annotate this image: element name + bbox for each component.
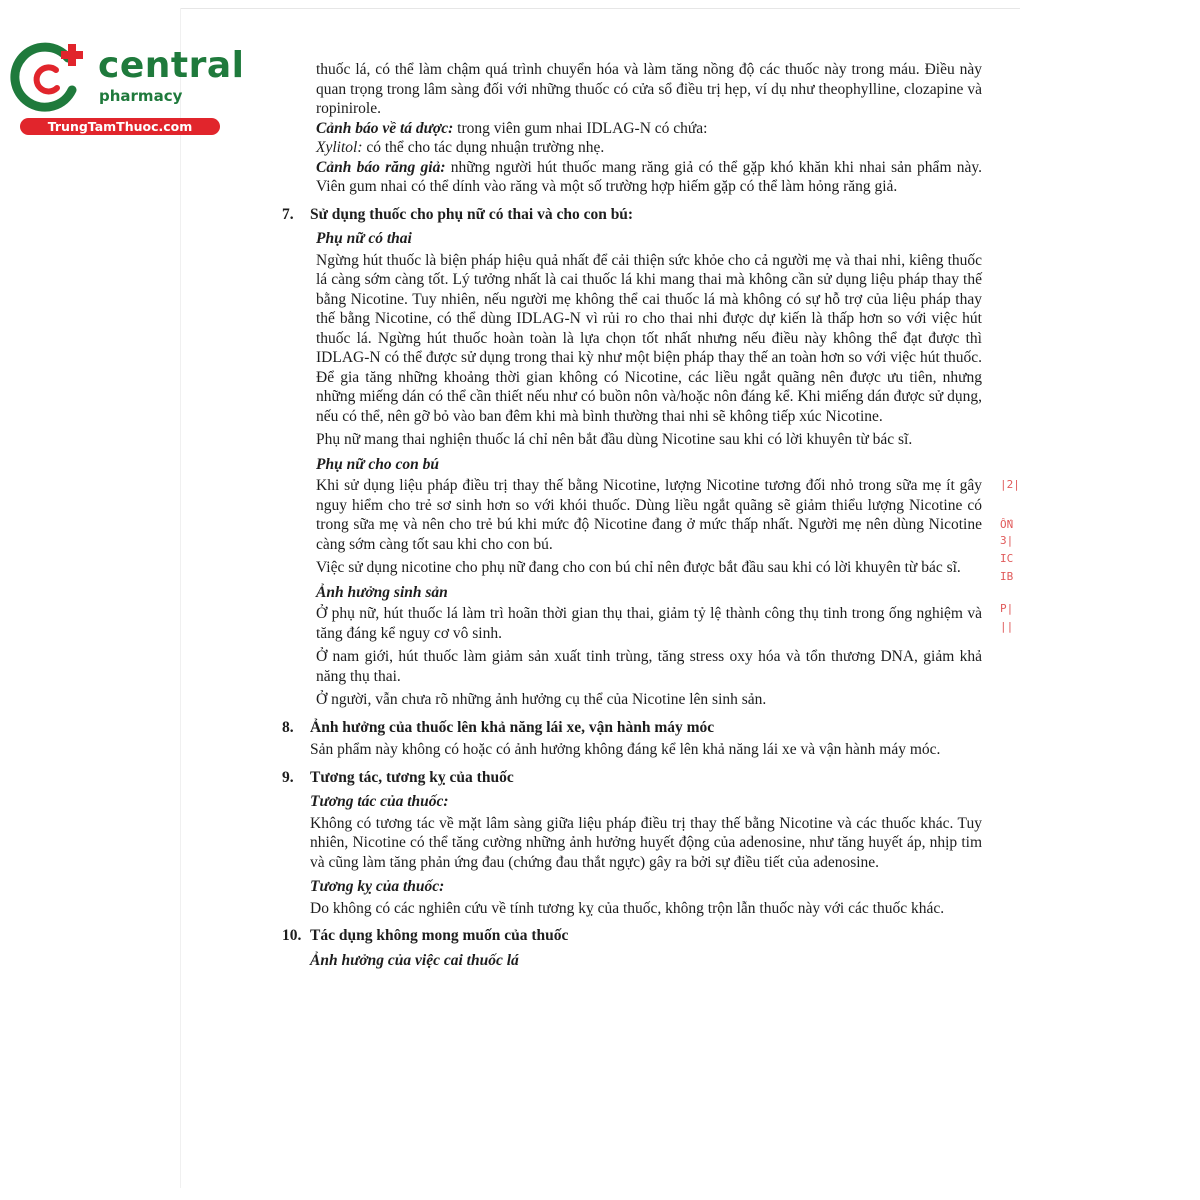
section-8-number: 8.: [282, 718, 294, 736]
stamp-mark: ||: [1000, 620, 1014, 633]
pregnant-heading: Phụ nữ có thai: [316, 230, 412, 247]
denture-warning-text: những người hút thuốc mang răng giả có thể gặp khó khăn khi nhai sản phẩm này. Viên gum nhai có thể dính vào răng và một số trường hợp hiếm gặp có thể làm hỏng răng giả.: [316, 158, 983, 195]
section-7-number: 7.: [282, 205, 294, 223]
excipient-warning: [282, 119, 982, 139]
section-10-title: Tác dụng không mong muốn của thuốc: [310, 927, 569, 944]
fertility-paragraph-3: Ở người, vẫn chưa rõ những ảnh hưởng cụ thể của Nicotine lên sinh sản.: [316, 691, 767, 708]
stamp-mark: |2|: [1000, 478, 1020, 491]
leaflet-page: [282, 60, 982, 972]
xylitol-note: [282, 138, 982, 158]
breastfeeding-heading: Phụ nữ cho con bú: [316, 455, 439, 473]
denture-warning: [282, 158, 982, 197]
fertility-heading: Ảnh hưởng sinh sản: [316, 583, 448, 601]
scan-edge-top: [180, 8, 1020, 9]
quitting-effects-heading: Ảnh hưởng của việc cai thuốc lá: [310, 951, 519, 969]
section-9-title: Tương tác, tương kỵ của thuốc: [310, 768, 514, 786]
fertility-paragraph-2: Ở nam giới, hút thuốc làm giảm sản xuất tinh trùng, tăng stress oxy hóa và tổn thương DNA, giảm khả năng thụ thai.: [316, 648, 982, 685]
scan-edge-left: [180, 8, 181, 1188]
section-9-number: 9.: [282, 768, 294, 786]
interaction-heading: Tương tác của thuốc:: [310, 793, 449, 810]
margin-stamp: [1000, 478, 1026, 638]
stamp-mark: ỐN: [1000, 518, 1014, 531]
driving-paragraph: Sản phẩm này không có hoặc có ảnh hưởng không đáng kể lên khả năng lái xe và vận hành máy móc.: [310, 741, 941, 758]
fertility-paragraph-1: Ở phụ nữ, hút thuốc lá làm trì hoãn thời gian thụ thai, giảm tỷ lệ thành công thụ tinh trong ống nghiệm và tăng đáng kể nguy cơ vô sinh.: [316, 605, 982, 642]
logo-sub-text: pharmacy: [99, 87, 183, 105]
xylitol-text: có thể cho tác dụng nhuận trường nhẹ.: [362, 139, 605, 156]
pregnant-paragraph-1: Ngừng hút thuốc là biện pháp hiệu quả nhất để cải thiện sức khỏe cho cả người mẹ và thai nhi, kiêng thuốc lá càng sớm càng tốt. Lý tưởng nhất là cai thuốc lá khi mang thai mà không cần sử dụng liệu pháp thay thế bằng Nicotine. Tuy nhiên, nếu người mẹ không thể cai thuốc lá mà không có sự hỗ trợ của liệu pháp thay thế bằng Nicotine, có thể dùng IDLAG-N vì rủi ro cho thai nhi được dự kiến là thấp hơn so với việc hút thuốc lá. Ngừng hút thuốc hoàn toàn là lựa chọn tốt nhất nhưng nếu điều này không thể đạt được thì IDLAG-N có thể được sử dụng trong thai kỳ như một biện pháp thay thế an toàn hơn so với việc hút thuốc. Để gia tăng những khoảng thời gian không có Nicotine, các liều ngắt quãng nên được ưu tiên, nhưng những miếng dán có thể cần thiết nếu như có buồn nôn và/hoặc nôn đáng kể. Khi miếng dán được sử dụng, nếu có thể, nên gỡ bỏ vào ban đêm khi mà bình thường thai nhi sẽ không tiếp xúc Nicotine.: [316, 251, 982, 425]
xylitol-label: Xylitol:: [316, 139, 363, 156]
excipient-warning-text: trong viên gum nhai IDLAG-N có chứa:: [453, 119, 708, 137]
denture-warning-label: Cảnh báo răng giả:: [316, 158, 446, 176]
section-9-heading: [282, 768, 982, 788]
incompatibility-heading: Tương kỵ của thuốc:: [310, 878, 445, 895]
section-10-heading: [282, 926, 982, 946]
stamp-mark: IB: [1000, 570, 1014, 583]
section-8-title: Ảnh hưởng của thuốc lên khả năng lái xe, vận hành máy móc: [310, 718, 715, 736]
pharmacy-logo-icon: [10, 38, 92, 118]
stamp-mark: IC: [1000, 552, 1014, 565]
intro-paragraph: thuốc lá, có thể làm chậm quá trình chuyển hóa và làm tăng nồng độ các thuốc này trong máu. Điều này quan trọng trong lâm sàng đối với những thuốc có cửa sổ điều trị hẹp, ví dụ như theophylline, clozapine và ropinirole.: [316, 61, 982, 117]
breastfeeding-paragraph-2: Việc sử dụng nicotine cho phụ nữ đang cho con bú chỉ nên được bắt đầu sau khi có lời khuyên từ bác sĩ.: [316, 559, 961, 576]
interaction-paragraph: Không có tương tác về mặt lâm sàng giữa liệu pháp điều trị thay thế bằng Nicotine và các thuốc khác. Tuy nhiên, Nicotine có thể tăng cường những ảnh hưởng huyết động của adenosine, như tăng huyết áp, nhịp tim và cũng làm tăng phản ứng đau (chứng đau thắt ngực) gây ra bởi sự điều tiết của adenosine.: [310, 814, 982, 871]
breastfeeding-paragraph-1: Khi sử dụng liệu pháp điều trị thay thế bằng Nicotine, lượng Nicotine tương đối nhỏ trong sữa mẹ ít gây nguy hiểm cho trẻ sơ sinh hơn so với khói thuốc. Dùng liều ngắt quãng sẽ giảm thiểu lượng Nicotine có trong sữa mẹ và nên cho trẻ bú khi mức độ Nicotine đang ở mức thấp nhất. Người mẹ nên dùng Nicotine càng sớm càng tốt sau khi cho con bú.: [316, 477, 982, 553]
logo-site-url[interactable]: TrungTamThuoc.com: [20, 118, 220, 135]
pregnant-paragraph-2: Phụ nữ mang thai nghiện thuốc lá chỉ nên bắt đầu dùng Nicotine sau khi có lời khuyên từ bác sĩ.: [316, 431, 913, 448]
stamp-mark: 3|: [1000, 534, 1014, 547]
section-7-heading: [282, 205, 982, 225]
logo-brand-text: central: [98, 45, 245, 86]
section-8-heading: [282, 718, 982, 738]
pharmacy-logo[interactable]: [10, 38, 245, 138]
excipient-warning-label: Cảnh báo về tá dược:: [316, 119, 454, 137]
stamp-mark: P|: [1000, 602, 1014, 615]
section-7-title: Sử dụng thuốc cho phụ nữ có thai và cho con bú:: [310, 205, 634, 223]
incompatibility-paragraph: Do không có các nghiên cứu về tính tương kỵ của thuốc, không trộn lẫn thuốc này với các thuốc khác.: [310, 899, 945, 917]
section-10-number: 10.: [282, 927, 302, 944]
